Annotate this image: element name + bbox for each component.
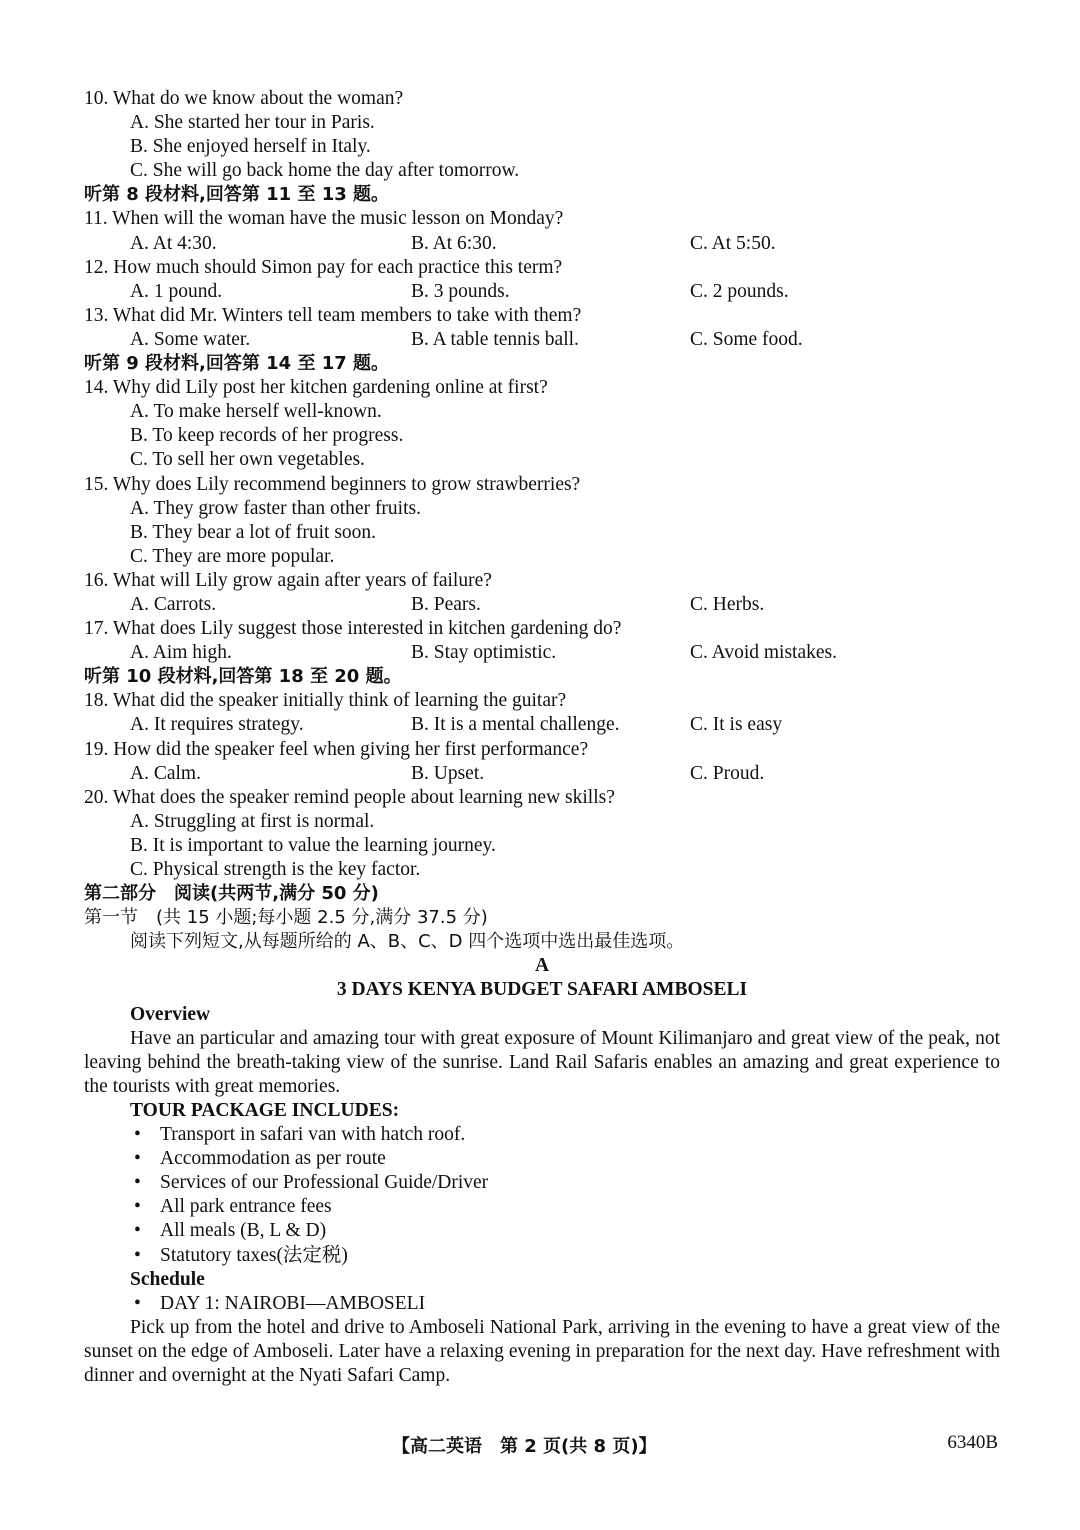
section-8-heading: 听第 8 段材料,回答第 11 至 13 题。	[84, 184, 390, 206]
part-two-title: 第二部分 阅读(共两节,满分 50 分)	[84, 883, 379, 905]
option-11c: C. At 5:50.	[690, 232, 776, 254]
option-16b: B. Pears.	[411, 593, 481, 615]
option-20c: C. Physical strength is the key factor.	[130, 859, 421, 880]
option-14b: B. To keep records of her progress.	[130, 425, 404, 447]
overview-paragraph: Have an particular and amazing tour with great exposure of Mount Kilimanjaro and great view of the peak, not leaving behind the breath-taking view of the sunrise. Land Rail Safaris enables an amazing and great experience to the tourists with great memories.	[84, 1027, 1000, 1097]
option-12a: A. 1 pound.	[130, 280, 223, 302]
option-11a: A. At 4:30.	[130, 232, 217, 254]
option-16a: A. Carrots.	[130, 593, 217, 615]
page-number-label: 【高二英语 第 2 页(共 8 页)】	[392, 1436, 657, 1457]
option-18b: B. It is a mental challenge.	[411, 714, 620, 736]
reading-instruction: 阅读下列短文,从每题所给的 A、B、C、D 四个选项中选出最佳选项。	[130, 931, 685, 953]
question-19: 19. How did the speaker feel when giving her first performance?	[84, 738, 589, 760]
option-14c: C. To sell her own vegetables.	[130, 449, 365, 471]
option-19c: C. Proud.	[690, 762, 765, 784]
option-13a: A. Some water.	[130, 328, 251, 350]
question-15: 15. Why does Lily recommend beginners to grow strawberries?	[84, 473, 581, 495]
options-18	[84, 713, 1000, 737]
option-18c: C. It is easy	[690, 714, 783, 736]
question-11: 11. When will the woman have the music lesson on Monday?	[84, 208, 564, 230]
exam-code: 6340B	[947, 1432, 998, 1453]
option-20b: B. It is important to value the learning journey.	[130, 834, 496, 856]
option-15b: B. They bear a lot of fruit soon.	[130, 521, 377, 543]
options-11	[84, 232, 1000, 256]
section-10-heading: 听第 10 段材料,回答第 18 至 20 题。	[84, 666, 402, 688]
day1-paragraph: Pick up from the hotel and drive to Amboseli National Park, arriving in the evening to have a great view of the sunset on the edge of Amboseli. Later have a relaxing evening in preparation for the next day. Have refreshment with dinner and overnight at the Nyati Safari Camp.	[84, 1316, 1000, 1386]
list-item: • All meals (B, L & D)	[84, 1219, 1000, 1243]
passage-letter: A	[534, 955, 550, 977]
options-13	[84, 328, 1000, 352]
list-item: • Statutory taxes(法定税)	[84, 1244, 1000, 1268]
options-17	[84, 641, 1000, 665]
day1-heading: • DAY 1: NAIROBI—AMBOSELI	[84, 1292, 1000, 1316]
schedule-list	[84, 1292, 1000, 1316]
list-item: • Accommodation as per route	[84, 1147, 1000, 1171]
option-15a: A. They grow faster than other fruits.	[130, 497, 421, 519]
question-20: 20. What does the speaker remind people about learning new skills?	[84, 786, 615, 808]
page-footer	[0, 1432, 1080, 1460]
bullet-icon: •	[134, 1196, 141, 1218]
option-14a: A. To make herself well-known.	[130, 401, 382, 423]
schedule-heading: Schedule	[130, 1268, 205, 1290]
question-17: 17. What does Lily suggest those interested in kitchen gardening do?	[84, 618, 622, 640]
overview-heading: Overview	[130, 1003, 211, 1025]
option-13c: C. Some food.	[690, 328, 803, 350]
question-16: 16. What will Lily grow again after years of failure?	[84, 569, 492, 591]
bullet-icon: •	[134, 1292, 141, 1314]
question-18: 18. What did the speaker initially think of learning the guitar?	[84, 690, 567, 712]
passage-title: 3 DAYS KENYA BUDGET SAFARI AMBOSELI	[336, 979, 748, 1001]
option-16c: C. Herbs.	[690, 593, 765, 615]
options-19	[84, 762, 1000, 786]
options-16	[84, 593, 1000, 617]
option-19b: B. Upset.	[411, 762, 485, 784]
bullet-icon: •	[134, 1172, 141, 1194]
list-item: • Services of our Professional Guide/Driver	[84, 1171, 1000, 1195]
option-17a: A. Aim high.	[130, 642, 232, 664]
option-10a: A. She started her tour in Paris.	[130, 112, 375, 134]
question-14: 14. Why did Lily post her kitchen gardening online at first?	[84, 377, 548, 399]
option-17b: B. Stay optimistic.	[411, 642, 557, 664]
bullet-icon: •	[134, 1244, 141, 1266]
question-12: 12. How much should Simon pay for each practice this term?	[84, 256, 563, 278]
option-10b: B. She enjoyed herself in Italy.	[130, 136, 371, 158]
option-19a: A. Calm.	[130, 762, 201, 784]
includes-heading: TOUR PACKAGE INCLUDES:	[130, 1099, 400, 1121]
option-18a: A. It requires strategy.	[130, 714, 304, 736]
bullet-icon: •	[134, 1124, 141, 1146]
bullet-icon: •	[134, 1148, 141, 1170]
includes-list	[84, 1123, 1000, 1268]
bullet-icon: •	[134, 1220, 141, 1242]
option-15c: C. They are more popular.	[130, 545, 335, 567]
option-10c: C. She will go back home the day after tomorrow.	[130, 160, 520, 182]
options-12	[84, 280, 1000, 304]
option-13b: B. A table tennis ball.	[411, 328, 579, 350]
list-item: • Transport in safari van with hatch roof.	[84, 1123, 1000, 1147]
question-10: 10. What do we know about the woman?	[84, 88, 404, 109]
option-17c: C. Avoid mistakes.	[690, 642, 837, 664]
option-12c: C. 2 pounds.	[690, 280, 789, 302]
option-20a: A. Struggling at first is normal.	[130, 810, 375, 832]
question-13: 13. What did Mr. Winters tell team members to take with them?	[84, 304, 582, 326]
section-9-heading: 听第 9 段材料,回答第 14 至 17 题。	[84, 353, 390, 375]
option-11b: B. At 6:30.	[411, 232, 497, 254]
list-item: • All park entrance fees	[84, 1195, 1000, 1219]
section-one-title: 第一节 (共 15 小题;每小题 2.5 分,满分 37.5 分)	[84, 907, 488, 929]
option-12b: B. 3 pounds.	[411, 280, 510, 302]
exam-page	[84, 87, 1000, 1388]
